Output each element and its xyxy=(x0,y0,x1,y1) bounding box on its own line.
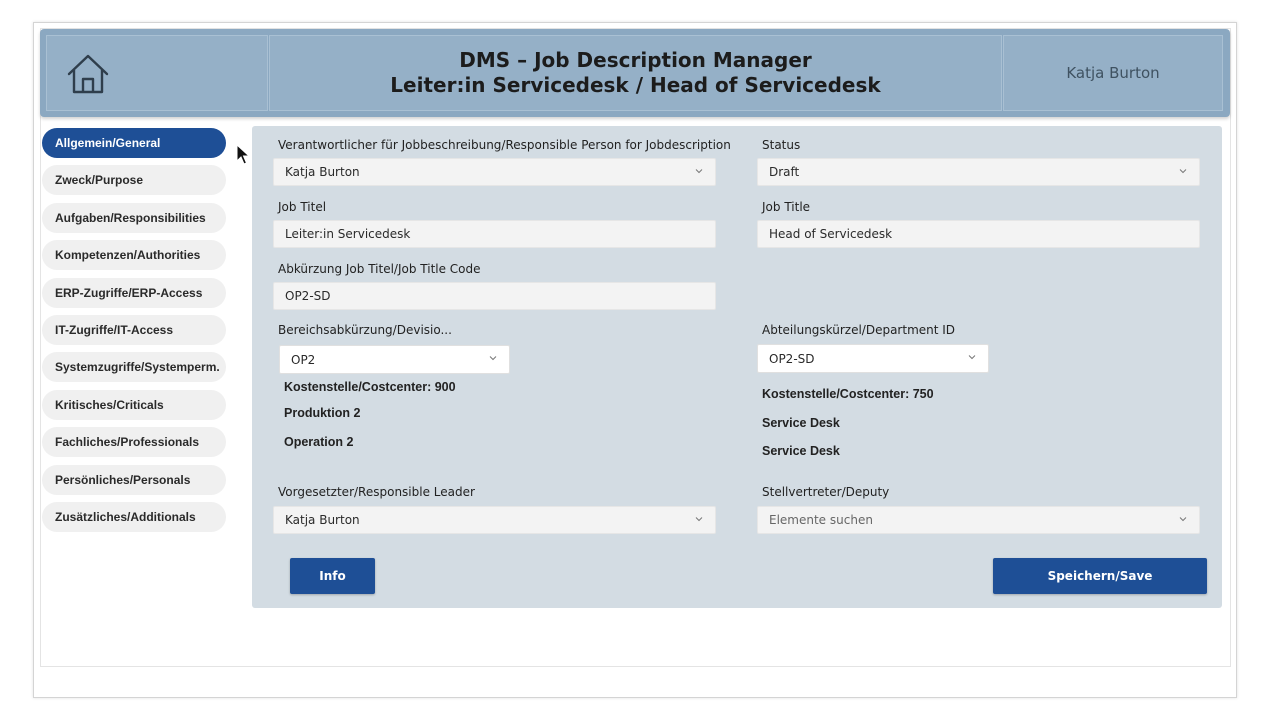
division-name: Produktion 2 xyxy=(284,406,361,420)
job-titel-value: Leiter:in Servicedesk xyxy=(285,227,411,241)
nav-item-purpose[interactable]: Zweck/Purpose xyxy=(42,165,226,195)
home-icon[interactable] xyxy=(65,52,111,96)
job-title-input[interactable] xyxy=(757,220,1200,248)
status-label: Status xyxy=(762,138,801,152)
job-title-code-input[interactable] xyxy=(273,282,716,310)
job-title-code-label: Abkürzung Job Titel/Job Title Code xyxy=(278,262,481,276)
chevron-down-icon xyxy=(968,353,976,361)
responsible-leader-dropdown[interactable] xyxy=(273,506,716,534)
division-costcenter: Kostenstelle/Costcenter: 900 xyxy=(284,380,456,394)
nav-item-additionals[interactable]: Zusätzliches/Additionals xyxy=(42,502,226,532)
header-title xyxy=(269,35,1002,111)
department-label: Abteilungskürzel/Department ID xyxy=(762,323,956,337)
chevron-down-icon xyxy=(489,354,497,362)
chevron-down-icon xyxy=(1179,167,1187,175)
deputy-placeholder: Elemente suchen xyxy=(769,513,873,527)
current-user: Katja Burton xyxy=(1066,64,1160,82)
status-value: Draft xyxy=(769,165,800,179)
job-title-heading: Leiter:in Servicedesk / Head of Servicedesk xyxy=(390,73,881,97)
division-dropdown[interactable] xyxy=(279,345,510,374)
nav-item-erp-access[interactable]: ERP-Zugriffe/ERP-Access xyxy=(42,278,226,308)
division-value: OP2 xyxy=(291,352,316,367)
deputy-search-dropdown[interactable] xyxy=(757,506,1200,534)
job-titel-label: Job Titel xyxy=(278,200,327,214)
department-dropdown[interactable] xyxy=(757,344,989,373)
nav-item-it-access[interactable]: IT-Zugriffe/IT-Access xyxy=(42,315,226,345)
division-name-en: Operation 2 xyxy=(284,435,354,449)
sidebar-nav xyxy=(42,128,226,539)
save-button[interactable]: Speichern/Save xyxy=(993,558,1207,594)
responsible-person-label: Verantwortlicher für Jobbeschreibung/Responsible Person for Jobdescription xyxy=(278,138,731,152)
department-name: Service Desk xyxy=(762,416,840,430)
responsible-leader-value: Katja Burton xyxy=(285,513,360,527)
department-name-en: Service Desk xyxy=(762,444,840,458)
responsible-leader-label: Vorgesetzter/Responsible Leader xyxy=(278,485,475,499)
nav-item-personals[interactable]: Persönliches/Personals xyxy=(42,465,226,495)
department-value: OP2-SD xyxy=(769,351,815,366)
chevron-down-icon xyxy=(695,515,703,523)
mouse-cursor-icon xyxy=(236,144,250,166)
department-costcenter: Kostenstelle/Costcenter: 750 xyxy=(762,387,934,401)
division-label: Bereichsabkürzung/Devisio... xyxy=(278,323,452,337)
responsible-person-value: Katja Burton xyxy=(285,165,360,179)
deputy-label: Stellvertreter/Deputy xyxy=(762,485,890,499)
form-panel xyxy=(252,126,1222,608)
nav-item-systemperm[interactable]: Systemzugriffe/Systemperm. xyxy=(42,352,226,382)
status-dropdown[interactable] xyxy=(757,158,1200,186)
nav-item-criticals[interactable]: Kritisches/Criticals xyxy=(42,390,226,420)
header-bar xyxy=(40,29,1230,117)
chevron-down-icon xyxy=(1179,515,1187,523)
app-title: DMS – Job Description Manager xyxy=(459,48,812,72)
job-title-code-value: OP2-SD xyxy=(285,289,331,303)
job-title-label: Job Title xyxy=(762,200,811,214)
home-button[interactable] xyxy=(46,35,268,111)
user-cell xyxy=(1003,35,1223,111)
nav-item-authorities[interactable]: Kompetenzen/Authorities xyxy=(42,240,226,270)
nav-item-responsibilities[interactable]: Aufgaben/Responsibilities xyxy=(42,203,226,233)
nav-item-professionals[interactable]: Fachliches/Professionals xyxy=(42,427,226,457)
job-title-value: Head of Servicedesk xyxy=(769,227,893,241)
nav-item-general[interactable]: Allgemein/General xyxy=(42,128,226,158)
info-button[interactable]: Info xyxy=(290,558,375,594)
job-titel-input[interactable] xyxy=(273,220,716,248)
chevron-down-icon xyxy=(695,167,703,175)
responsible-person-dropdown[interactable] xyxy=(273,158,716,186)
